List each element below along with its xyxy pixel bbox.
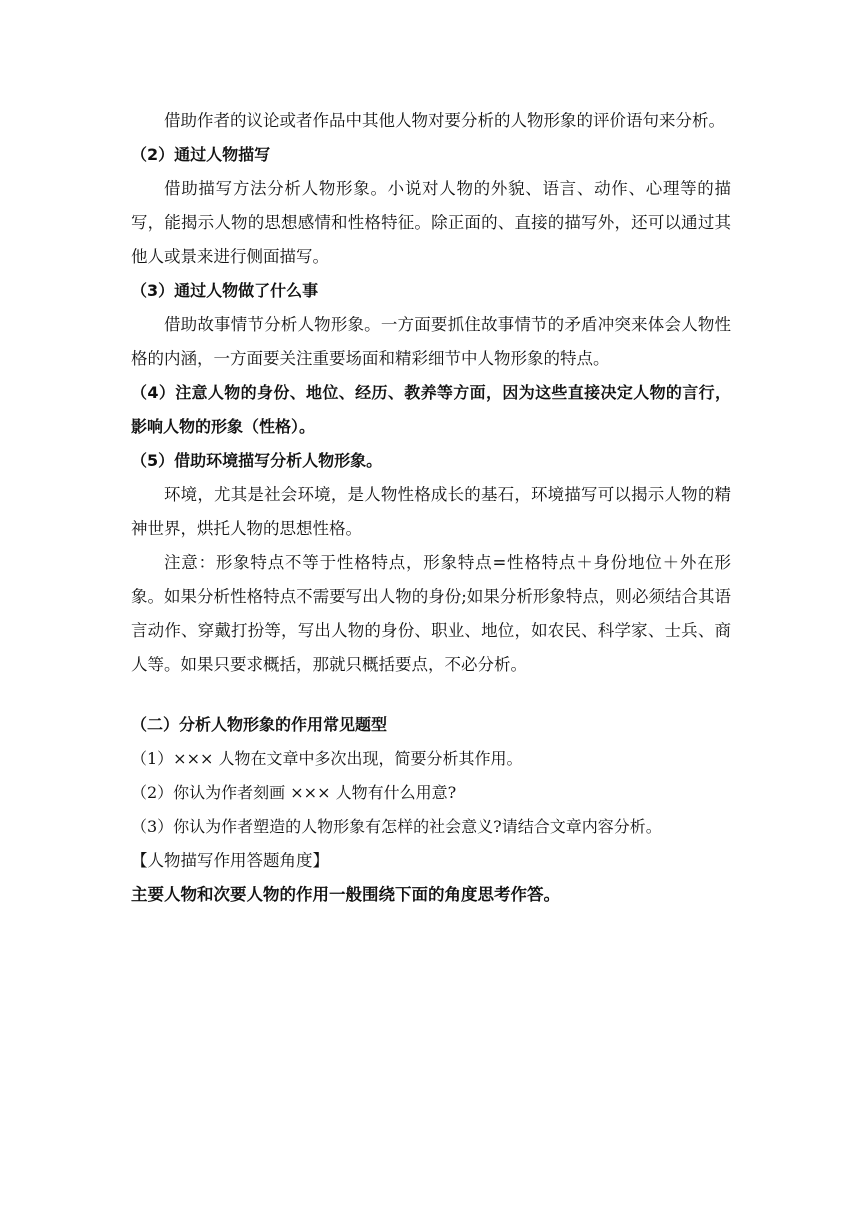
item3-paragraph: 借助故事情节分析人物形象。一方面要抓住故事情节的矛盾冲突来体会人物性格的内涵，一方面要关注重要场面和精彩细节中人物形象的特点。	[131, 315, 731, 368]
item2-heading: （2）通过人物描写	[131, 145, 271, 164]
item2-paragraph: 借助描写方法分析人物形象。小说对人物的外貌、语言、动作、心理等的描写，能揭示人物的思想感情和性格特征。除正面的、直接的描写外，还可以通过其他人或景来进行侧面描写。	[131, 179, 731, 266]
question-2: （2）你认为作者刻画 ××× 人物有什么用意?	[131, 783, 457, 802]
section2-heading: （二）分析人物形象的作用常见题型	[131, 715, 388, 734]
item5-heading: （5）借助环境描写分析人物形象。	[131, 451, 383, 470]
item3-heading: （3）通过人物做了什么事	[131, 281, 319, 300]
note-paragraph: 注意：形象特点不等于性格特点，形象特点=性格特点＋身份地位＋外在形象。如果分析性格特点不需要写出人物的身份;如果分析形象特点，则必须结合其语言动作、穿戴打扮等，写出人物的身份、职业、地位，如农民、科学家、士兵、商人等。如果只要求概括，那就只概括要点，不必分析。	[131, 553, 731, 674]
question-1: （1）××× 人物在文章中多次出现，简要分析其作用。	[131, 749, 523, 768]
document-body	[131, 104, 731, 912]
item5-paragraph: 环境，尤其是社会环境，是人物性格成长的基石，环境描写可以揭示人物的精神世界，烘托人物的思想性格。	[131, 485, 731, 538]
bracket-title: 【人物描写作用答题角度】	[131, 851, 329, 870]
item4-heading: （4）注意人物的身份、地位、经历、教养等方面，因为这些直接决定人物的言行，影响人物的形象（性格）。	[131, 383, 731, 436]
section-gap	[131, 682, 731, 708]
intro-paragraph: 借助作者的议论或者作品中其他人物对要分析的人物形象的评价语句来分析。	[164, 111, 725, 130]
question-3: （3）你认为作者塑造的人物形象有怎样的社会意义?请结合文章内容分析。	[131, 817, 662, 836]
final-bold-line: 主要人物和次要人物的作用一般围绕下面的角度思考作答。	[131, 885, 560, 904]
